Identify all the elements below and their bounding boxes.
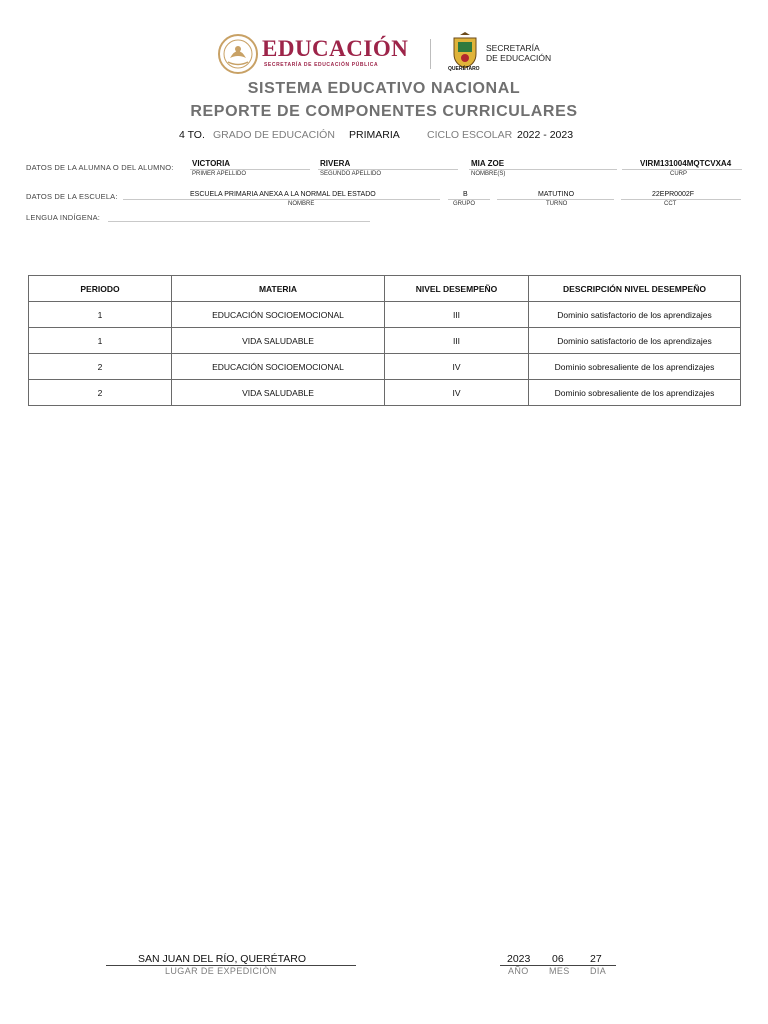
cell-subject: VIDA SALUDABLE — [172, 328, 385, 354]
school-data-label: DATOS DE LA ESCUELA: — [26, 192, 118, 201]
cell-period: 2 — [29, 354, 172, 380]
second-surname-value: RIVERA — [320, 159, 351, 168]
group-line — [448, 199, 490, 200]
indigenous-language-label: LENGUA INDÍGENA: — [26, 213, 101, 222]
issue-place-value: SAN JUAN DEL RÍO, QUERÉTARO — [138, 953, 307, 965]
issue-year-label: AÑO — [508, 966, 529, 976]
state-secretariat-line2: DE EDUCACIÓN — [486, 53, 552, 63]
cct-label: CCT — [664, 201, 677, 207]
grade-label: GRADO DE EDUCACIÓN — [213, 129, 335, 141]
shift-value: MATUTINO — [538, 191, 575, 198]
names-label: NOMBRE(S) — [471, 171, 506, 177]
indigenous-language-line — [108, 221, 370, 222]
cell-description: Dominio satisfactorio de los aprendizajes — [529, 328, 741, 354]
cct-line — [621, 199, 741, 200]
table-row — [29, 354, 741, 380]
cell-level: IV — [385, 354, 529, 380]
col-header-subject: MATERIA — [172, 276, 385, 302]
col-header-description: DESCRIPCIÓN NIVEL DESEMPEÑO — [529, 276, 741, 302]
names-line — [469, 169, 617, 170]
cell-subject: EDUCACIÓN SOCIOEMOCIONAL — [172, 354, 385, 380]
shift-line — [497, 199, 614, 200]
cell-level: IV — [385, 380, 529, 406]
title-report: REPORTE DE COMPONENTES CURRICULARES — [190, 103, 578, 120]
cell-description: Dominio sobresaliente de los aprendizajes — [529, 380, 741, 406]
issue-year-value: 2023 — [507, 953, 531, 965]
logo-divider — [430, 39, 431, 69]
first-surname-line — [190, 169, 310, 170]
cell-description: Dominio satisfactorio de los aprendizajes — [529, 302, 741, 328]
student-data-label: DATOS DE LA ALUMNA O DEL ALUMNO: — [26, 163, 174, 172]
cell-period: 1 — [29, 302, 172, 328]
table-row — [29, 328, 741, 354]
table-header-row — [29, 276, 741, 302]
curp-label: CURP — [670, 171, 688, 177]
state-secretariat-line1: SECRETARÍA — [486, 43, 540, 53]
cell-period: 1 — [29, 328, 172, 354]
first-surname-label: PRIMER APELLIDO — [192, 171, 247, 177]
col-header-level: NIVEL DESEMPEÑO — [385, 276, 529, 302]
group-value: B — [463, 191, 468, 198]
school-name-line — [123, 199, 440, 200]
school-name-value: ESCUELA PRIMARIA ANEXA A LA NORMAL DEL ESTADO — [190, 191, 376, 198]
cell-level: III — [385, 328, 529, 354]
brand-title: EDUCACIÓN — [262, 36, 409, 61]
brand-subtitle: SECRETARÍA DE EDUCACIÓN PÚBLICA — [264, 62, 379, 68]
title-system: SISTEMA EDUCATIVO NACIONAL — [247, 80, 521, 97]
table-row — [29, 380, 741, 406]
state-secretariat — [486, 43, 551, 63]
cycle-label: CICLO ESCOLAR — [427, 129, 513, 141]
curp-line — [622, 169, 742, 170]
curricular-components-table — [28, 275, 741, 406]
issue-month-value: 06 — [552, 953, 564, 965]
queretaro-label: QUERÉTARO — [448, 66, 480, 72]
cct-value: 22EPR0002F — [652, 191, 695, 198]
curp-value: VIRM131004MQTCVXA4 — [640, 159, 732, 168]
cell-period: 2 — [29, 380, 172, 406]
header-logos — [218, 34, 558, 74]
names-value: MIA ZOE — [471, 159, 505, 168]
school-name-label: NOMBRE — [288, 201, 315, 207]
group-label: GRUPO — [453, 201, 476, 207]
issue-month-label: MES — [549, 966, 570, 976]
second-surname-label: SEGUNDO APELLIDO — [320, 171, 382, 177]
cell-subject: EDUCACIÓN SOCIOEMOCIONAL — [172, 302, 385, 328]
mexico-seal-icon — [218, 34, 258, 74]
grade-value: 4 TO. — [179, 129, 205, 141]
cell-subject: VIDA SALUDABLE — [172, 380, 385, 406]
issue-place-label: LUGAR DE EXPEDICIÓN — [165, 966, 277, 976]
shift-label: TURNO — [546, 201, 568, 207]
col-header-period: PERIODO — [29, 276, 172, 302]
issue-day-value: 27 — [590, 953, 602, 965]
table-row — [29, 302, 741, 328]
cycle-value: 2022 - 2023 — [517, 129, 574, 141]
level-value: PRIMARIA — [349, 129, 400, 141]
second-surname-line — [318, 169, 458, 170]
first-surname-value: VICTORIA — [192, 159, 231, 168]
cell-description: Dominio sobresaliente de los aprendizajes — [529, 354, 741, 380]
issue-day-label: DIA — [590, 966, 607, 976]
cell-level: III — [385, 302, 529, 328]
